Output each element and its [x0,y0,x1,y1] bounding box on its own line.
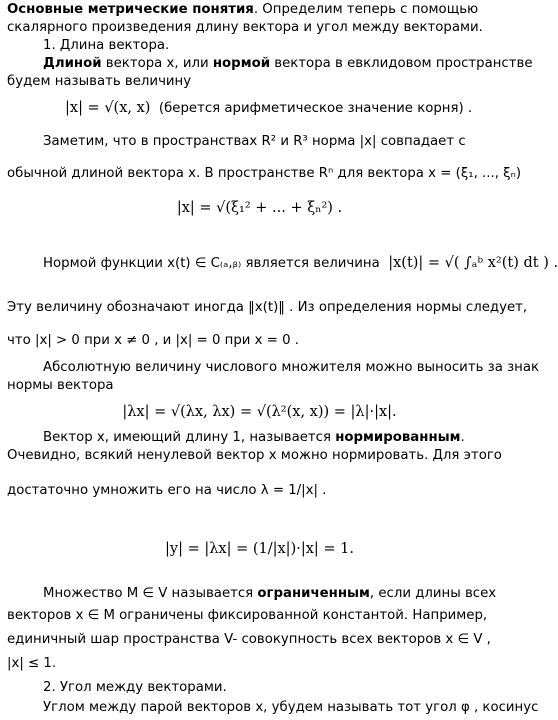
definition-line-2: будем называть величину [7,74,192,89]
definition-mid: вектора x, или [101,56,213,71]
item-angle-heading: 2. Угол между векторами. [43,680,227,695]
bounded-line-4: |x| ≤ 1. [7,656,57,671]
abs-value-line-1: Абсолютную величину числового множителя можно выносить за знак [43,360,540,375]
function-norm-text: Нормой функции x(t) ∈ C₍ₐ,ᵦ₎ является величина [43,256,380,271]
normalized-end: . [460,430,465,445]
normalized-line-1 [43,430,512,446]
formula-rn [7,200,512,217]
formula-rn-text: |x| = √(ξ₁² + ... + ξₙ²) . [176,200,343,216]
definition-line-1 [43,56,533,72]
abs-value-line-2: нормы вектора [7,378,114,393]
remark-line-2: обычной длиной вектора x. В пространстве Rⁿ для вектора x = (ξ₁, ..., ξₙ) [7,166,522,181]
item-length-heading: 1. Длина вектора. [43,38,170,53]
intro-line-2: скалярного произведения длину вектора и угол между векторами. [7,20,483,35]
term-length: Длиной [43,56,102,71]
function-norm-line [43,255,558,272]
definition-end: вектора в евклидовом пространстве [270,56,533,71]
function-norm-formula: |x(t)| = √( ∫ₐᵇ x²(t) dt ) . [388,255,558,271]
formula-norm-row [65,100,512,117]
section-title: Основные метрические понятия [7,2,254,17]
intro-text-1: . Определим теперь с помощью [253,2,479,17]
normalized-line-3: достаточно умножить его на число λ = 1/|x| . [7,483,327,498]
formula-y [7,541,512,558]
formula-lambda-text: |λx| = √(λx, λx) = √(λ²(x, x)) = |λ|·|x|. [122,404,397,420]
property-line: что |x| > 0 при x ≠ 0 , и |x| = 0 при x = 0 . [7,333,300,348]
angle-definition-line: Углом между парой векторов x, yбудем называть тот угол φ , косинус [43,700,539,715]
designation-line: Эту величину обозначают иногда ‖x(t)‖ . Из определения нормы следует, [7,300,528,315]
bounded-line-1 [43,586,512,602]
bounded-line-2: векторов x ∈ M ограничены фиксированной константой. Например, [7,608,488,623]
intro-line-1 [7,2,512,18]
formula-y-text: |y| = |λx| = (1/|x|)·|x| = 1. [165,541,354,557]
formula-norm: |x| = √(x, x) [65,100,151,116]
term-normalized: нормированным [335,430,461,445]
term-norm: нормой [212,56,271,71]
normalized-line-2: Очевидно, всякий ненулевой вектор x можно нормировать. Для этого [7,448,502,463]
formula-norm-note: (берется арифметическое значение корня) . [158,101,473,116]
bounded-line-3: единичный шар пространства V- совокупность всех векторов x ∈ V , [7,632,491,647]
formula-lambda [7,404,512,421]
bounded-start: Множество M ∈ V называется [43,586,258,601]
remark-line-1: Заметим, что в пространствах R² и R³ норма |x| совпадает с [43,134,466,149]
normalized-start: Вектор x, имеющий длину 1, называется [43,430,336,445]
term-bounded: ограниченным [257,586,370,601]
bounded-end: , если длины всех [369,586,497,601]
